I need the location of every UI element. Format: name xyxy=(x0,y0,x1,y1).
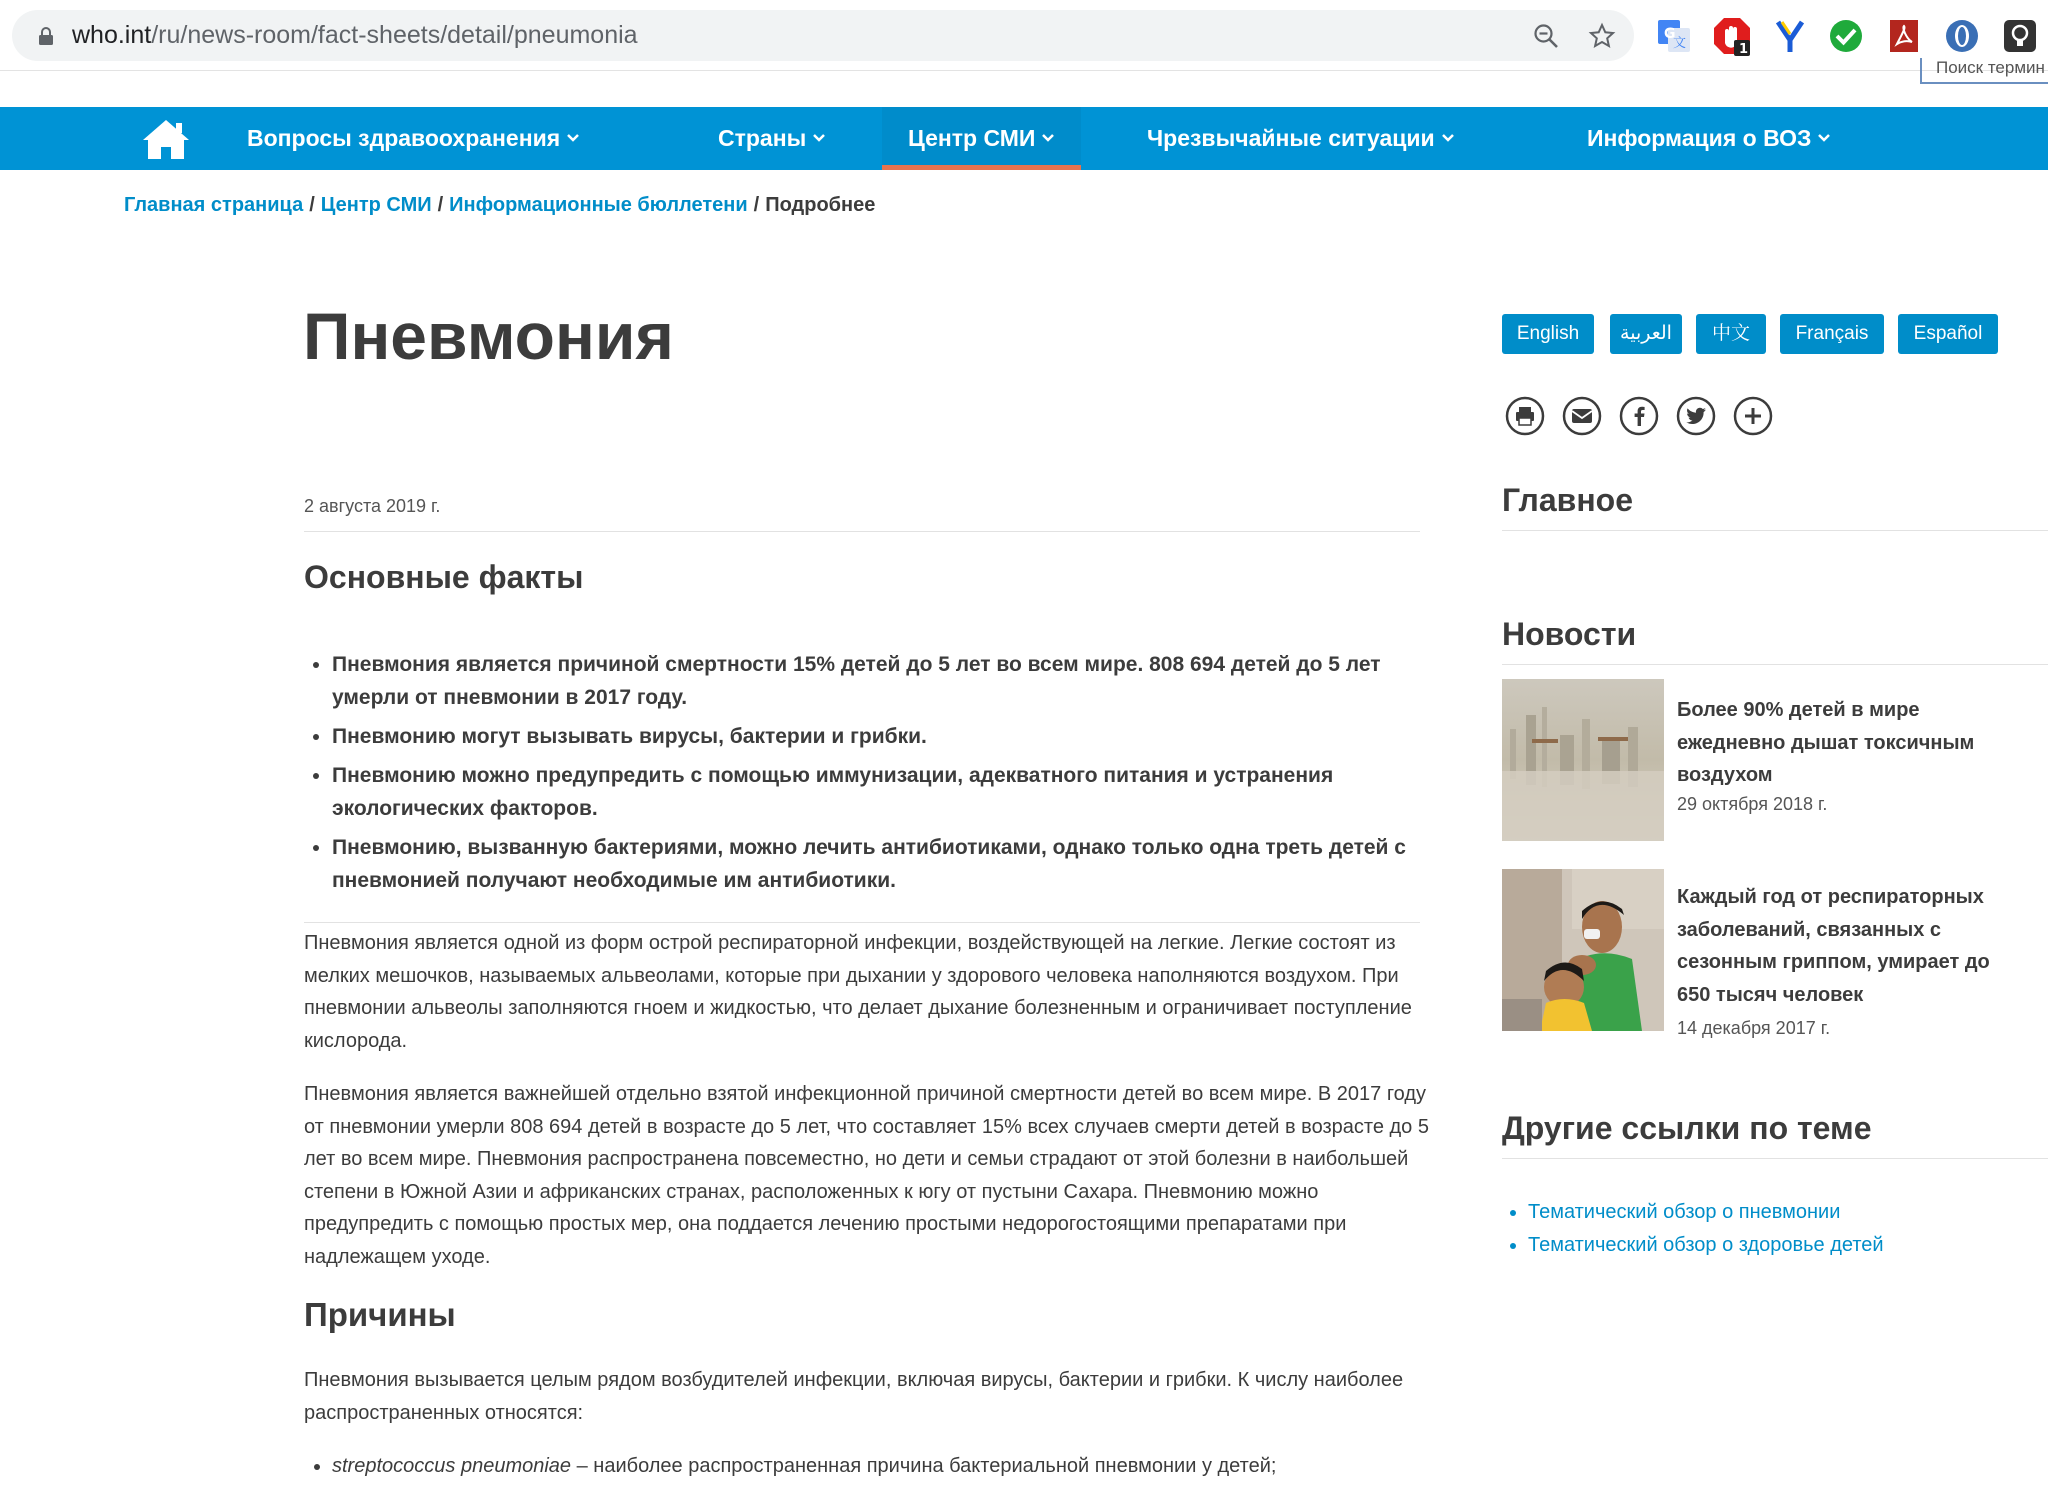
nav-item-media-centre[interactable] xyxy=(882,107,1081,170)
opera-icon[interactable] xyxy=(1942,16,1982,56)
nav-item-label: Вопросы здравоохранения xyxy=(247,125,561,151)
breadcrumb xyxy=(124,194,875,217)
check-icon[interactable] xyxy=(1826,16,1866,56)
extension-badge: 1 xyxy=(1739,42,1749,56)
translate-icon[interactable] xyxy=(1654,16,1694,56)
nav-item-emergencies[interactable] xyxy=(1147,107,1455,170)
url-host: who.int xyxy=(72,21,152,49)
key-facts-list xyxy=(304,648,1454,903)
browser-toolbar xyxy=(0,0,2048,71)
lightbulb-icon[interactable] xyxy=(2000,16,2040,56)
key-fact-item: • Пневмония является причиной смертности 15% детей до 5 лет во всем мире. 808 694 детей до 5 лет умерли от пневмонии в 2017 году. xyxy=(332,648,1454,714)
zoom-out-icon[interactable] xyxy=(1532,22,1560,50)
plus-icon[interactable] xyxy=(1733,396,1773,436)
page-title: Пневмония xyxy=(303,299,674,373)
breadcrumb-separator: / xyxy=(437,194,444,216)
home-icon[interactable] xyxy=(140,117,192,161)
divider xyxy=(1502,664,2048,665)
cause-pathogen: streptococcus pneumoniae xyxy=(332,1455,572,1477)
body-paragraph: Пневмония является важнейшей отдельно взятой инфекционной причиной смертности детей во всем мире. В 2017 году от пневмонии умерли 808 694 детей в возрасте до 5 лет, что составляет 15% всех случаев смерти детей в возрасте до 5 лет во всем мире. Пневмония распространена повсеместно, но дети и семьи страдают от этой болезни в наибольшей степени в Южной Азии и африканских странах, расположенных к югу от пустыни Сахара. Пневмонию можно предупредить с помощью простых мер, она поддается лечению простыми недорогостоящими препаратами при надлежащем уходе. xyxy=(304,1083,1429,1268)
causes-heading: Причины xyxy=(304,1296,456,1333)
related-links-heading: Другие ссылки по теме xyxy=(1502,1110,1872,1146)
news-link-title[interactable]: Более 90% детей в мире ежедневно дышат токсичным воздухом xyxy=(1677,699,1975,787)
email-icon[interactable] xyxy=(1562,396,1602,436)
nav-item-label: Центр СМИ xyxy=(908,125,1036,151)
nav-item-label: Чрезвычайные ситуации xyxy=(1147,125,1435,151)
twitter-icon[interactable] xyxy=(1676,396,1716,436)
nav-item-about-who[interactable] xyxy=(1587,107,1831,170)
svg-text:文: 文 xyxy=(1673,36,1687,51)
language-button-french[interactable]: Français xyxy=(1780,314,1884,354)
news-date: 29 октября 2018 г. xyxy=(1677,794,1828,814)
address-bar[interactable] xyxy=(12,10,1634,61)
highlights-heading: Главное xyxy=(1502,482,1634,518)
pdf-icon[interactable] xyxy=(1884,16,1924,56)
publication-date: 2 августа 2019 г. xyxy=(304,496,441,516)
cause-text: – наиболее распространенная причина бактериальной пневмонии у детей; xyxy=(571,1455,1277,1477)
related-links-list xyxy=(1508,1196,1884,1261)
main-nav xyxy=(0,107,2048,170)
key-facts-heading: Основные факты xyxy=(304,559,584,595)
key-fact-item: • Пневмонию могут вызывать вирусы, бактерии и грибки. xyxy=(332,720,1454,753)
breadcrumb-separator: / xyxy=(309,194,315,216)
causes-list xyxy=(304,1450,1454,1482)
lock-icon[interactable] xyxy=(34,24,58,48)
print-icon[interactable] xyxy=(1505,396,1545,436)
nav-item-label: Страны xyxy=(718,125,807,151)
related-link[interactable]: • Тематический обзор о здоровье детей xyxy=(1528,1229,1884,1262)
url-text[interactable] xyxy=(72,10,638,61)
breadcrumb-link-media-centre[interactable]: Центр СМИ xyxy=(320,194,432,216)
breadcrumb-current: Подробнее xyxy=(765,194,876,216)
star-icon[interactable] xyxy=(1588,22,1616,50)
divider xyxy=(1502,530,2048,531)
chevron-down-icon xyxy=(812,133,826,143)
divider xyxy=(1502,1158,2048,1159)
breadcrumb-separator: / xyxy=(753,194,760,216)
breadcrumb-link-home[interactable]: Главная страница xyxy=(124,194,304,216)
language-button-chinese[interactable]: 中文 xyxy=(1696,314,1766,354)
adblock-icon[interactable] xyxy=(1712,16,1752,56)
news-date: 14 декабря 2017 г. xyxy=(1677,1018,1831,1038)
language-button-arabic[interactable]: العربية xyxy=(1610,314,1682,354)
yandex-icon[interactable] xyxy=(1770,16,1810,56)
chevron-down-icon xyxy=(1441,133,1455,143)
body-paragraph: Пневмония является одной из форм острой респираторной инфекции, воздействующей на легкие. Легкие состоят из мелких мешочков, называемых альвеолами, которые при дыхании у здорового человека наполняются воздухом. При пневмонии альвеолы заполняются гноем и жидкостью, что делает дыхание болезненным и ограничивает поступление кислорода. xyxy=(304,932,1412,1052)
news-thumbnail-smog[interactable] xyxy=(1502,679,1664,841)
causes-intro: Пневмония вызывается целым рядом возбудителей инфекции, включая вирусы, бактерии и грибки. К числу наиболее распространенных относятся: xyxy=(304,1369,1404,1424)
language-button-spanish[interactable]: Español xyxy=(1898,314,1998,354)
nav-item-label: Информация о ВОЗ xyxy=(1587,125,1812,151)
news-link-title[interactable]: Каждый год от респираторных заболеваний, связанных с сезонным гриппом, умирает до 650 тысяч человек xyxy=(1677,886,1990,1006)
chevron-down-icon xyxy=(1041,133,1055,143)
nav-item-health-topics[interactable] xyxy=(247,107,580,170)
language-button-english[interactable]: English xyxy=(1502,314,1594,354)
news-heading: Новости xyxy=(1502,616,1637,652)
chevron-down-icon xyxy=(566,133,580,143)
key-fact-item: • Пневмонию можно предупредить с помощью иммунизации, адекватного питания и устранения экологических факторов. xyxy=(332,759,1454,825)
related-link[interactable]: • Тематический обзор о пневмонии xyxy=(1528,1196,1884,1229)
breadcrumb-link-fact-sheets[interactable]: Информационные бюллетени xyxy=(449,194,748,216)
chevron-down-icon xyxy=(1817,133,1831,143)
divider xyxy=(304,922,1420,923)
cause-item xyxy=(332,1450,1454,1482)
key-fact-item: • Пневмонию, вызванную бактериями, можно лечить антибиотиками, однако только одна треть детей с пневмонией получают необходимые им антибиотики. xyxy=(332,831,1454,897)
nav-item-countries[interactable] xyxy=(718,107,826,170)
divider xyxy=(304,531,1420,532)
svg-text:G: G xyxy=(1664,26,1676,42)
news-thumbnail-family[interactable] xyxy=(1502,869,1664,1031)
url-path: /ru/news-room/fact-sheets/detail/pneumonia xyxy=(151,21,638,49)
site-search-input[interactable]: Поиск термин xyxy=(1920,58,2048,84)
facebook-icon[interactable] xyxy=(1619,396,1659,436)
